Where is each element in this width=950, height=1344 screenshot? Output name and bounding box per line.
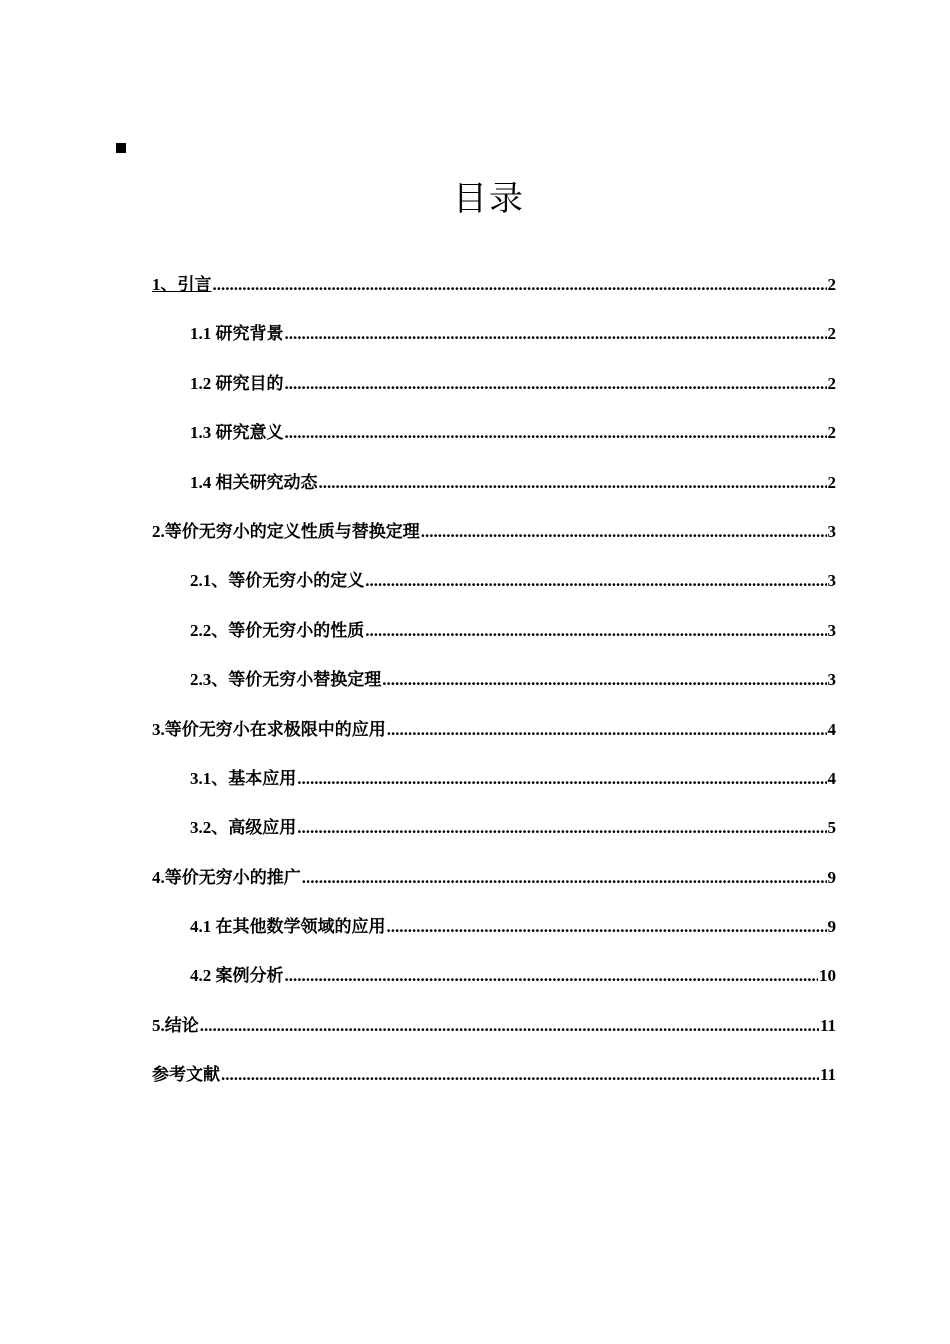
- toc-entry-label[interactable]: 3.2、高级应用: [190, 818, 297, 838]
- toc-entry-label[interactable]: 1.4 相关研究动态: [190, 472, 318, 492]
- toc-dot-leader: [365, 571, 826, 591]
- toc-entry-label[interactable]: 3.1、基本应用: [190, 768, 297, 788]
- toc-entry[interactable]: [152, 616, 836, 665]
- toc-dot-leader: [213, 275, 827, 295]
- toc-entry-label[interactable]: 1.1 研究背景: [190, 324, 284, 344]
- toc-dot-leader: [285, 374, 827, 394]
- toc-entry[interactable]: [152, 319, 836, 368]
- toc-entry-label[interactable]: 1.3 研究意义: [190, 423, 284, 443]
- toc-dot-leader: [302, 868, 827, 888]
- toc-dot-leader: [387, 917, 827, 937]
- toc-entry-label[interactable]: 1.2 研究目的: [190, 373, 284, 393]
- toc-entry[interactable]: [152, 270, 836, 319]
- toc-entry[interactable]: [152, 1011, 836, 1060]
- toc-dot-leader: [297, 818, 826, 838]
- toc-entry[interactable]: [152, 468, 836, 517]
- toc-entry-page-number: 9: [827, 867, 836, 887]
- toc-entry[interactable]: [152, 665, 836, 714]
- square-bullet-icon: [116, 143, 126, 153]
- toc-entry-page-number: 3: [827, 670, 836, 690]
- toc-entry[interactable]: [152, 863, 836, 912]
- toc-dot-leader: [285, 423, 827, 443]
- toc-dot-leader: [297, 769, 826, 789]
- toc-entry-label[interactable]: 4.等价无穷小的推广: [152, 867, 301, 887]
- toc-entry-page-number: 2: [827, 423, 836, 443]
- toc-dot-leader: [319, 473, 827, 493]
- toc-entry-label[interactable]: 参考文献: [152, 1065, 220, 1085]
- toc-entry-label[interactable]: 2.1、等价无穷小的定义: [190, 571, 365, 591]
- page-title: 目录: [453, 179, 525, 219]
- toc-entry-page-number: 4: [827, 719, 836, 739]
- toc-entry-page-number: 11: [819, 1065, 836, 1085]
- toc-entry[interactable]: [152, 369, 836, 418]
- toc-entry[interactable]: [152, 961, 836, 1010]
- toc-dot-leader: [387, 720, 827, 740]
- toc-entry-label[interactable]: 2.等价无穷小的定义性质与替换定理: [152, 521, 420, 541]
- toc-entry[interactable]: [152, 566, 836, 615]
- toc-entry-page-number: 3: [827, 521, 836, 541]
- toc-entry[interactable]: [152, 517, 836, 566]
- toc-entry-label[interactable]: 4.2 案例分析: [190, 966, 284, 986]
- toc-entry-page-number: 2: [827, 472, 836, 492]
- toc-entry-page-number: 5: [827, 818, 836, 838]
- toc-entry-page-number: 3: [827, 620, 836, 640]
- toc-entry-page-number: 3: [827, 571, 836, 591]
- toc-entry-label[interactable]: 2.3、等价无穷小替换定理: [190, 670, 382, 690]
- toc-entry-page-number: 4: [827, 768, 836, 788]
- toc-dot-leader: [285, 966, 819, 986]
- toc-dot-leader: [221, 1065, 819, 1085]
- toc-entry-label[interactable]: 4.1 在其他数学领域的应用: [190, 917, 386, 937]
- toc-entry-page-number: 11: [819, 1015, 836, 1035]
- toc-entry[interactable]: [152, 813, 836, 862]
- toc-dot-leader: [421, 522, 827, 542]
- toc-entry-label[interactable]: 5.结论: [152, 1015, 199, 1035]
- toc-entry-label[interactable]: 3.等价无穷小在求极限中的应用: [152, 719, 386, 739]
- toc-entry-label[interactable]: 2.2、等价无穷小的性质: [190, 620, 365, 640]
- toc-entry-page-number: 2: [827, 275, 836, 294]
- toc-entry-page-number: 2: [827, 324, 836, 344]
- table-of-contents: [152, 270, 836, 1110]
- toc-entry-page-number: 9: [827, 917, 836, 937]
- toc-dot-leader: [200, 1016, 819, 1036]
- toc-dot-leader: [382, 670, 826, 690]
- toc-entry-label[interactable]: 1、引言: [152, 275, 212, 294]
- toc-entry[interactable]: [152, 764, 836, 813]
- toc-dot-leader: [365, 621, 826, 641]
- toc-entry[interactable]: [152, 418, 836, 467]
- toc-entry[interactable]: [152, 715, 836, 764]
- toc-entry-page-number: 2: [827, 373, 836, 393]
- toc-entry[interactable]: [152, 912, 836, 961]
- toc-entry[interactable]: [152, 1060, 836, 1109]
- toc-dot-leader: [285, 324, 827, 344]
- toc-entry-page-number: 10: [819, 966, 836, 986]
